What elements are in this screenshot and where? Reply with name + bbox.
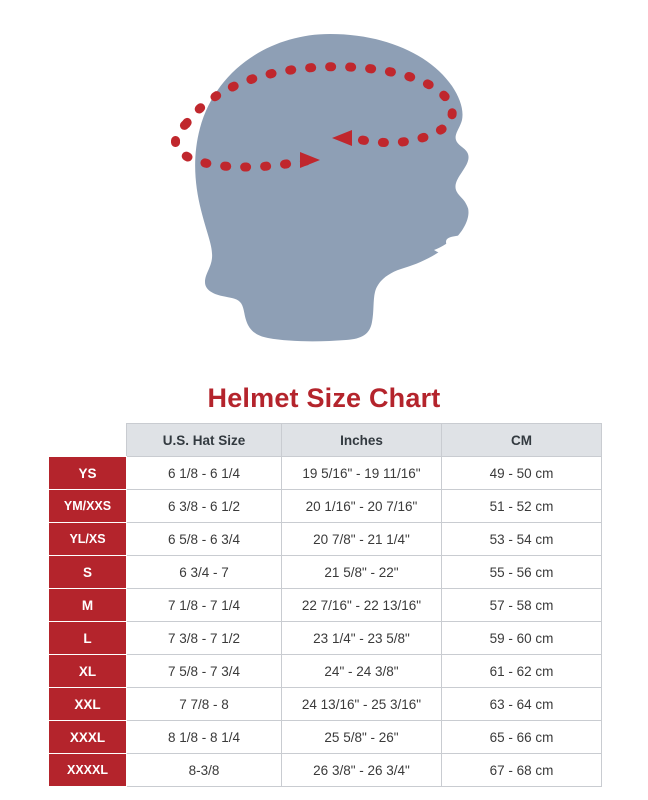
table-row [49, 688, 602, 721]
size-label: L [49, 622, 127, 655]
hat-size-value: 7 5/8 - 7 3/4 [127, 655, 282, 688]
table-row [49, 523, 602, 556]
size-label: XXXXL [49, 754, 127, 787]
header-inches: Inches [282, 424, 442, 457]
hat-size-value: 6 5/8 - 6 3/4 [127, 523, 282, 556]
inches-value: 23 1/4" - 23 5/8" [282, 622, 442, 655]
size-label: YM/XXS [49, 490, 127, 523]
size-label: XXL [49, 688, 127, 721]
head-measurement-illustration [0, 0, 648, 360]
size-chart-table-wrap [48, 423, 601, 787]
size-label: YL/XS [49, 523, 127, 556]
header-us-hat-size: U.S. Hat Size [127, 424, 282, 457]
size-label: S [49, 556, 127, 589]
table-row [49, 457, 602, 490]
inches-value: 20 1/16" - 20 7/16" [282, 490, 442, 523]
cm-value: 61 - 62 cm [442, 655, 602, 688]
hat-size-value: 6 3/4 - 7 [127, 556, 282, 589]
cm-value: 57 - 58 cm [442, 589, 602, 622]
cm-value: 59 - 60 cm [442, 622, 602, 655]
header-cm: CM [442, 424, 602, 457]
table-row [49, 754, 602, 787]
hat-size-value: 7 1/8 - 7 1/4 [127, 589, 282, 622]
table-header-row [49, 424, 602, 457]
size-label: M [49, 589, 127, 622]
size-label: XXXL [49, 721, 127, 754]
inches-value: 25 5/8" - 26" [282, 721, 442, 754]
cm-value: 67 - 68 cm [442, 754, 602, 787]
hat-size-value: 8-3/8 [127, 754, 282, 787]
inches-value: 19 5/16" - 19 11/16" [282, 457, 442, 490]
cm-value: 53 - 54 cm [442, 523, 602, 556]
hat-size-value: 7 3/8 - 7 1/2 [127, 622, 282, 655]
hat-size-value: 6 1/8 - 6 1/4 [127, 457, 282, 490]
size-label: YS [49, 457, 127, 490]
cm-value: 51 - 52 cm [442, 490, 602, 523]
table-header [49, 424, 602, 457]
table-row [49, 721, 602, 754]
inches-value: 24" - 24 3/8" [282, 655, 442, 688]
size-chart-table [48, 423, 602, 787]
cm-value: 63 - 64 cm [442, 688, 602, 721]
table-row [49, 655, 602, 688]
inches-value: 26 3/8" - 26 3/4" [282, 754, 442, 787]
hat-size-value: 8 1/8 - 8 1/4 [127, 721, 282, 754]
table-body [49, 457, 602, 787]
inches-value: 20 7/8" - 21 1/4" [282, 523, 442, 556]
inches-value: 21 5/8" - 22" [282, 556, 442, 589]
chart-title: Helmet Size Chart [207, 383, 441, 413]
table-row [49, 589, 602, 622]
cm-value: 55 - 56 cm [442, 556, 602, 589]
hat-size-value: 7 7/8 - 8 [127, 688, 282, 721]
table-row [49, 490, 602, 523]
table-row [49, 622, 602, 655]
inches-value: 22 7/16" - 22 13/16" [282, 589, 442, 622]
size-label: XL [49, 655, 127, 688]
table-row [49, 556, 602, 589]
cm-value: 65 - 66 cm [442, 721, 602, 754]
cm-value: 49 - 50 cm [442, 457, 602, 490]
head-profile-svg [0, 0, 648, 360]
hat-size-value: 6 3/8 - 6 1/2 [127, 490, 282, 523]
inches-value: 24 13/16" - 25 3/16" [282, 688, 442, 721]
header-corner [49, 424, 127, 457]
